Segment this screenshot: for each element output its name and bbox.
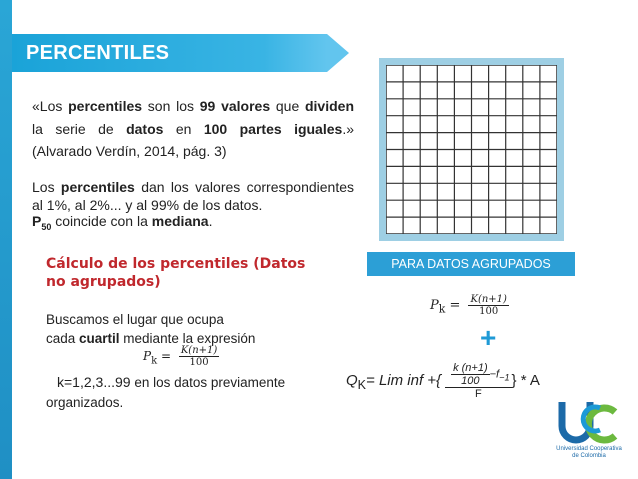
percentile-formula-ungrouped xyxy=(143,345,219,368)
inner-denominator: 100 xyxy=(461,375,480,387)
fraction-denominator: 100 xyxy=(479,306,499,317)
side-url xyxy=(2,355,12,465)
grid-illustration xyxy=(379,58,564,241)
logo-line1: Universidad Cooperativa xyxy=(556,446,622,452)
calc-body xyxy=(46,310,336,348)
qk-denominator: F xyxy=(474,388,482,400)
calc-title: Cálculo de los percentiles (Datos no agrupados) xyxy=(46,256,306,290)
qk-big-fraction xyxy=(445,362,511,400)
qk-numerator xyxy=(445,362,511,388)
qk-end: } * A xyxy=(511,371,540,389)
quote-text: que xyxy=(270,98,305,114)
qk-symbol: Q xyxy=(346,371,358,389)
quote-text: la serie de xyxy=(32,120,127,137)
formula-fraction xyxy=(468,294,508,317)
formula-eq: = xyxy=(157,349,175,363)
p50-bold: mediana xyxy=(151,213,209,229)
fraction-numerator: K(n+1) xyxy=(180,345,218,356)
formula-subscript: k xyxy=(438,302,446,316)
para-text: Los xyxy=(32,179,61,195)
hundred-cell-grid xyxy=(386,65,557,234)
calc-line1: Buscamos el lugar que ocupa xyxy=(46,312,224,327)
quote-text: .» (Alvarado Verdín, 2014, pág. 3) xyxy=(32,120,354,159)
quote-bold: 99 valores xyxy=(199,98,271,114)
logo-text xyxy=(548,446,630,460)
formula-eq: = xyxy=(445,298,465,313)
definition-quote xyxy=(32,95,354,163)
header-banner xyxy=(12,34,327,72)
quote-bold: 100 partes iguales xyxy=(203,120,343,137)
calc-bold: cuartil xyxy=(79,331,120,346)
logo-line2: de Colombia xyxy=(572,453,606,459)
quartile-formula xyxy=(346,362,540,400)
quote-text: «Los xyxy=(32,98,69,114)
quote-bold: datos xyxy=(126,120,164,137)
para-bold: percentiles xyxy=(60,179,135,195)
page-title: PERCENTILES xyxy=(26,42,170,64)
formula-symbol: P xyxy=(143,349,152,363)
para-text: dan los valores correspondientes al 1%, al 2%... y al 99% de los datos. xyxy=(32,179,355,213)
plus-icon: + xyxy=(480,322,497,353)
percentile-formula-grouped xyxy=(430,294,509,317)
p50-text: coincide con la xyxy=(51,213,152,229)
qk-num-tail: −f xyxy=(489,368,500,381)
fraction-numerator: K(n+1) xyxy=(470,294,507,305)
p50-subscript: 50 xyxy=(41,221,52,232)
quote-bold: dividen xyxy=(304,98,354,114)
qk-middle: = Lim inf +{ xyxy=(366,371,442,389)
quote-text: son los xyxy=(142,98,200,114)
percentiles-paragraph xyxy=(32,178,354,214)
quote-text: en xyxy=(163,120,204,137)
qk-subscript: K xyxy=(357,377,367,392)
k-range-line xyxy=(57,374,285,390)
quote-bold: percentiles xyxy=(68,98,143,114)
organized-text: organizados. xyxy=(46,395,124,410)
k-range-tail: en los datos previamente xyxy=(130,375,286,390)
formula-subscript: k xyxy=(151,355,158,367)
formula-symbol: P xyxy=(430,298,439,313)
k-range: k=1,2,3...99 xyxy=(57,374,131,390)
formula-fraction xyxy=(179,345,219,368)
p50-symbol: P xyxy=(32,213,42,229)
qk-inner-fraction xyxy=(451,362,490,387)
fraction-denominator: 100 xyxy=(189,357,209,368)
calc-text: cada xyxy=(46,331,80,346)
inner-numerator: k (n+1) xyxy=(453,362,488,374)
p50-text: . xyxy=(208,213,213,229)
qk-num-tail-sub: −1 xyxy=(499,372,510,383)
grouped-data-button[interactable]: PARA DATOS AGRUPADOS xyxy=(367,252,575,276)
calc-text: mediante la expresión xyxy=(119,331,256,346)
p50-line xyxy=(32,213,212,232)
